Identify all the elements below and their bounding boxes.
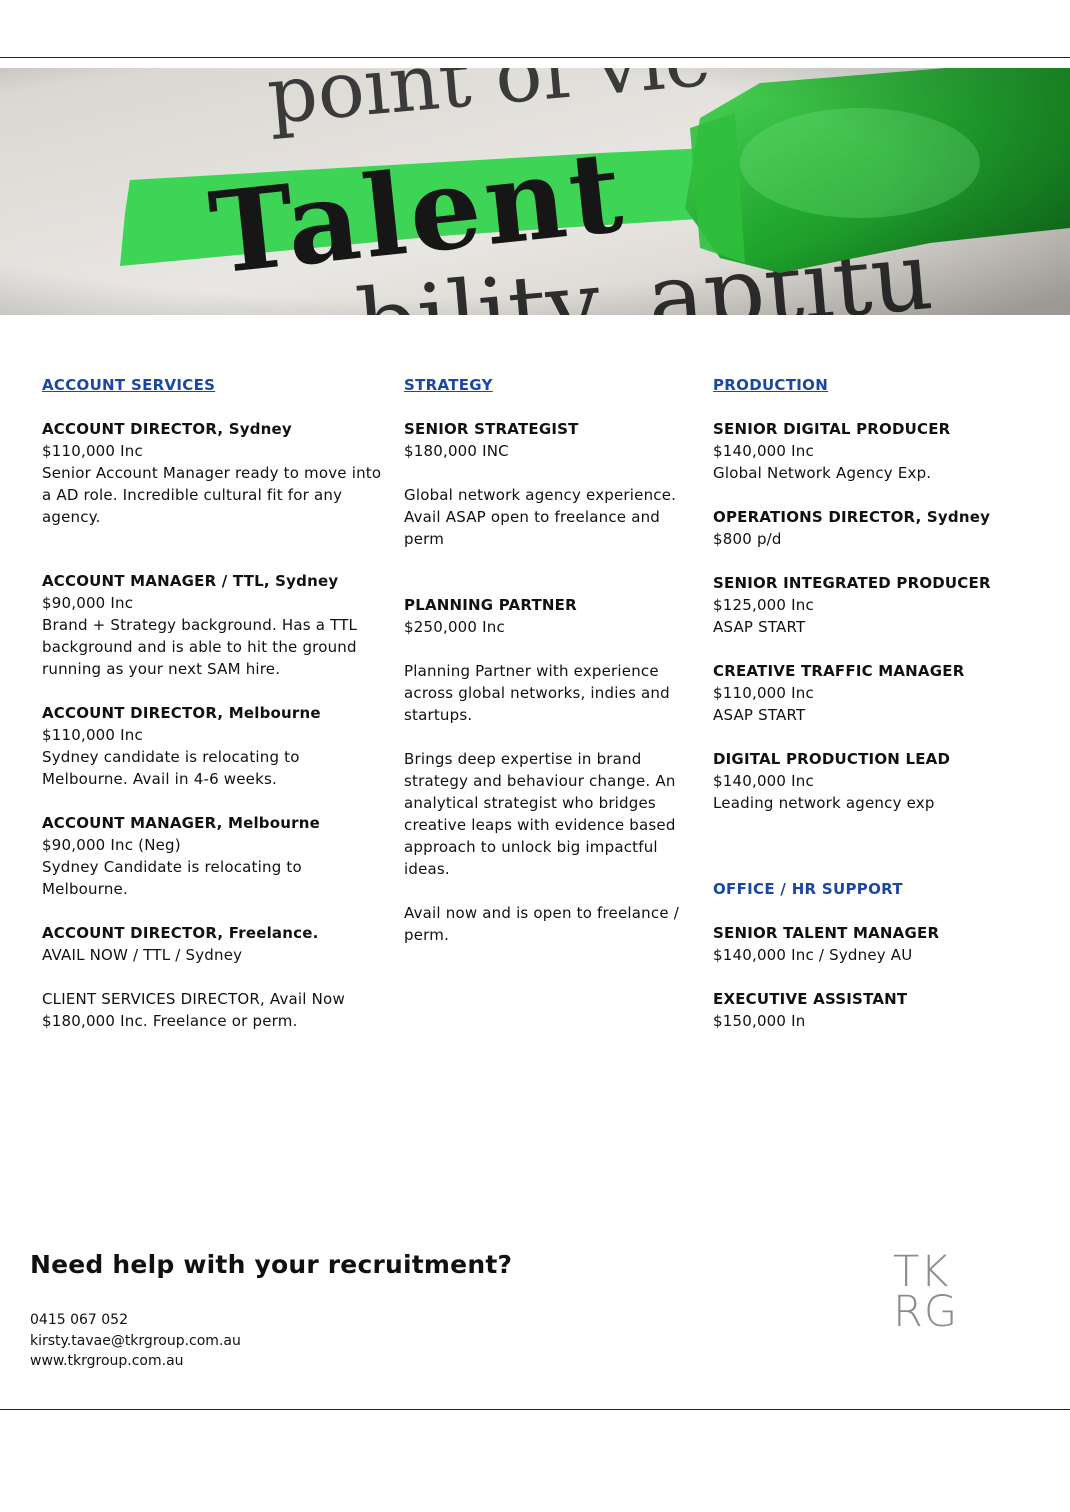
listing-description bbox=[404, 660, 699, 726]
account-services-heading[interactable]: ACCOUNT SERVICES bbox=[42, 376, 216, 394]
listing-line: $140,000 Inc bbox=[713, 772, 814, 790]
listing-line: Brings deep expertise in brand strategy and behaviour change. An analytical strategist who bridges creative leaps with evidence based approach to unlock big impactful ideas. bbox=[404, 750, 676, 878]
listing-line: ASAP START bbox=[713, 618, 806, 636]
listing-title: SENIOR INTEGRATED PRODUCER bbox=[713, 574, 991, 592]
listing-title: ACCOUNT DIRECTOR, Sydney bbox=[42, 420, 292, 438]
tkrg-logo bbox=[893, 1247, 973, 1337]
logo-line-2: RG bbox=[893, 1287, 959, 1337]
listing-line: AVAIL NOW / TTL / Sydney bbox=[42, 946, 243, 964]
listing-description bbox=[404, 484, 699, 550]
strategy-column bbox=[404, 375, 699, 946]
listing-account-director-melbourne bbox=[42, 702, 382, 790]
listing-line: $180,000 Inc. Freelance or perm. bbox=[42, 1012, 298, 1030]
listing-line: Brand + Strategy background. Has a TTL background and is able to hit the ground running as your next SAM hire. bbox=[42, 616, 358, 678]
listing-line: $125,000 Inc bbox=[713, 596, 814, 614]
listing-account-manager-ttl-sydney bbox=[42, 570, 382, 680]
listing-title: CREATIVE TRAFFIC MANAGER bbox=[713, 662, 965, 680]
listing-line: $110,000 Inc bbox=[42, 726, 143, 744]
listing-line: $140,000 Inc bbox=[713, 442, 814, 460]
listing-line: $140,000 Inc / Sydney AU bbox=[713, 946, 913, 964]
website-link[interactable]: www.tkrgroup.com.au bbox=[30, 1353, 184, 1369]
listing-line: $90,000 Inc (Neg) bbox=[42, 836, 181, 854]
listing-line: $150,000 In bbox=[713, 1012, 806, 1030]
account-services-column bbox=[42, 375, 382, 1032]
listing-title: ACCOUNT MANAGER / TTL, Sydney bbox=[42, 572, 339, 590]
listing-line: $110,000 Inc bbox=[42, 442, 143, 460]
top-rule bbox=[0, 57, 1070, 58]
listing-title: OPERATIONS DIRECTOR, Sydney bbox=[713, 508, 991, 526]
listing-client-services-director bbox=[42, 988, 382, 1032]
listing-title: ACCOUNT DIRECTOR, Freelance. bbox=[42, 924, 319, 942]
listing-line: Sydney Candidate is relocating to Melbourne. bbox=[42, 858, 302, 898]
listing-line: Senior Account Manager ready to move into a AD role. Incredible cultural fit for any agency. bbox=[42, 464, 382, 526]
strategy-heading[interactable]: STRATEGY bbox=[404, 376, 493, 394]
office-hr-support-heading: OFFICE / HR SUPPORT bbox=[713, 880, 903, 898]
bottom-rule bbox=[0, 1409, 1070, 1410]
listing-title: ACCOUNT MANAGER, Melbourne bbox=[42, 814, 320, 832]
listing-planning-partner bbox=[404, 594, 699, 638]
phone-number[interactable]: 0415 067 052 bbox=[30, 1312, 128, 1328]
logo-line-1: TK bbox=[893, 1247, 950, 1297]
listing-title: SENIOR TALENT MANAGER bbox=[713, 924, 940, 942]
listing-line: Leading network agency exp bbox=[713, 794, 935, 812]
listing-line: $180,000 INC bbox=[404, 442, 509, 460]
listing-executive-assistant bbox=[713, 988, 1043, 1032]
listing-digital-production-lead bbox=[713, 748, 1043, 814]
listing-title: SENIOR STRATEGIST bbox=[404, 420, 579, 438]
listing-title: ACCOUNT DIRECTOR, Melbourne bbox=[42, 704, 321, 722]
listing-line: $800 p/d bbox=[713, 530, 782, 548]
listing-operations-director bbox=[713, 506, 1043, 550]
listing-description bbox=[404, 748, 699, 880]
listing-line: $110,000 Inc bbox=[713, 684, 814, 702]
listing-senior-talent-manager bbox=[713, 922, 1043, 966]
listing-senior-integrated-producer bbox=[713, 572, 1043, 638]
listing-line: Avail now and is open to freelance / perm. bbox=[404, 904, 679, 944]
listing-line: Global Network Agency Exp. bbox=[713, 464, 932, 482]
listing-line: $250,000 Inc bbox=[404, 618, 505, 636]
listing-title: SENIOR DIGITAL PRODUCER bbox=[713, 420, 951, 438]
listing-line: Planning Partner with experience across global networks, indies and startups. bbox=[404, 662, 670, 724]
listing-line: Global network agency experience. Avail ASAP open to freelance and perm bbox=[404, 486, 677, 548]
production-column bbox=[713, 375, 1043, 1032]
listing-account-director-sydney bbox=[42, 418, 382, 528]
talent-banner-image bbox=[0, 68, 1070, 315]
contact-footer bbox=[30, 1250, 512, 1372]
production-heading[interactable]: PRODUCTION bbox=[713, 376, 829, 394]
listing-senior-strategist bbox=[404, 418, 699, 462]
listing-line: Sydney candidate is relocating to Melbourne. Avail in 4-6 weeks. bbox=[42, 748, 300, 788]
email-link[interactable]: kirsty.tavae@tkrgroup.com.au bbox=[30, 1332, 241, 1349]
listing-line: $90,000 Inc bbox=[42, 594, 134, 612]
listing-line: CLIENT SERVICES DIRECTOR, Avail Now bbox=[42, 990, 345, 1008]
listing-creative-traffic-manager bbox=[713, 660, 1043, 726]
listing-line: ASAP START bbox=[713, 706, 806, 724]
listing-description bbox=[404, 902, 699, 946]
listing-senior-digital-producer bbox=[713, 418, 1043, 484]
listing-account-manager-melbourne bbox=[42, 812, 382, 900]
listing-title: PLANNING PARTNER bbox=[404, 596, 577, 614]
listing-account-director-freelance bbox=[42, 922, 382, 966]
listing-title: DIGITAL PRODUCTION LEAD bbox=[713, 750, 951, 768]
listing-title: EXECUTIVE ASSISTANT bbox=[713, 990, 908, 1008]
footer-headline: Need help with your recruitment? bbox=[30, 1250, 513, 1279]
